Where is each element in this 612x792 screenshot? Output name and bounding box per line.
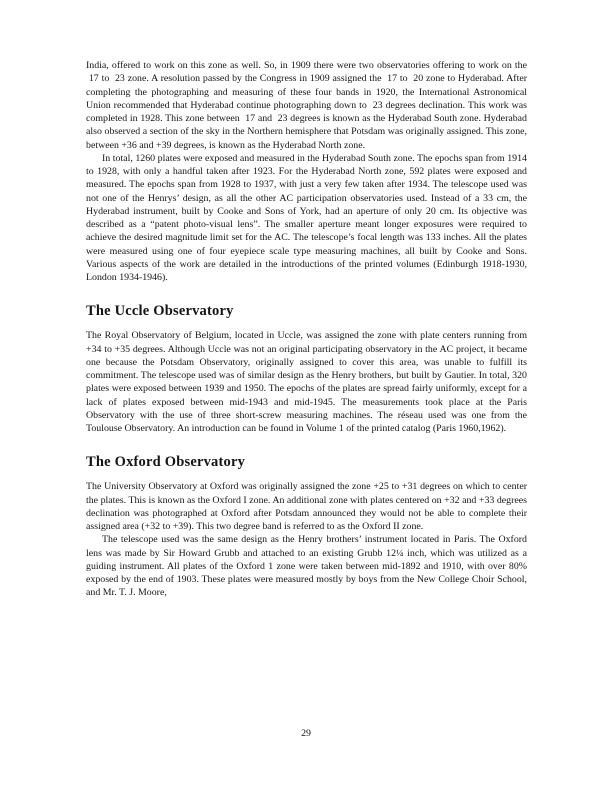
section-heading-oxford-observatory: The Oxford Observatory — [86, 454, 246, 471]
paragraph-uccle-observatory: The Royal Observatory of Belgium, located in Uccle, was assigned the zone with plate centers running from +34 to +35 degrees. Although Uccle was not an original participating observatory in the AC project, it became one because the Potsdam Observatory, originally assigned to cover this area, was unable to fulfill its commitment. The telescope used was of similar design as the Henry brothers, but built by Gautier. In total, 320 plates were exposed between 1939 and 1950. The epochs of the plates are spread fairly uniformly, except for a lack of plates exposed between mid-1943 and mid-1945. The measurements took place at the Paris Observatory with the use of three short-screw measuring machines. The réseau used was one from the Toulouse Observatory. An introduction can be found in Volume 1 of the printed catalog (Paris 1960,1962). — [86, 330, 527, 434]
paragraph-hyderabad-plates: In total, 1260 plates were exposed and measured in the Hyderabad South zone. The epochs span from 1914 to 1928, with only a handful taken after 1923. For the Hyderabad North zone, 592 plates were exposed and measured. The epochs span from 1928 to 1937, with just a very few taken after 1934. The telescope used was not one of the Henrys’ design, as all the other AC participation observatories used. Instead of a 33 cm, the Hyderabad instrument, built by Cooke and Sons of York, had an aperture of only 20 cm. Its objective was described as a “patent photo-visual lens”. The smaller aperture meant longer exposures were required to achieve the desired magnitude limit set for the AC. The telescope’s focal length was 133 inches. All the plates were measured using one of four eyepiece scale type measuring machines, all built by Cooke and Sons. Various aspects of the work are detailed in the introductions of the printed volumes (Edinburgh 1918-1930, London 1934-1946). — [86, 152, 527, 283]
paragraph-hyderabad-continuation: India, offered to work on this zone as well. So, in 1909 there were two observatories offering to work on the 17 to 23 zone. A resolution passed by the Congress in 1909 assigned the 17 to 20 zone to Hyderabad. After completing the photographing and measuring of these four bands in 1920, the International Astronomical Union recommended that Hyderabad continue photographing down to 23 degrees declination. This work was completed in 1928. This zone between 17 and 23 degrees is known as the Hyderabad South zone. Hyderabad also observed a section of the sky in the Northern hemisphere that Potsdam was originally assigned. This zone, between +36 and +39 degrees, is known as the Hyderabad North zone. — [86, 60, 527, 151]
section-heading-uccle-observatory: The Uccle Observatory — [86, 303, 234, 320]
page-body — [86, 59, 527, 600]
page-number: 29 — [301, 728, 311, 739]
paragraph-oxford-telescope: The telescope used was the same design as the Henry brothers’ instrument located in Paris. The Oxford lens was made by Sir Howard Grubb and attached to an existing Grubb 12¼ inch, which was utilized as a guiding instrument. All plates of the Oxford 1 zone were taken between mid-1892 and 1910, with over 80% exposed by the end of 1903. These plates were measured mostly by boys from the New College Choir School, and Mr. T. J. Moore, — [86, 534, 527, 599]
paragraph-oxford-zones: The University Observatory at Oxford was originally assigned the zone +25 to +31 degrees on which to center the plates. This is known as the Oxford I zone. An additional zone with plates centered on +32 and +33 degrees declination was photographed at Oxford after Potsdam announced they would not be able to complete their assigned area (+32 to +39). This two degree band is referred to as the Oxford II zone. — [86, 481, 527, 532]
